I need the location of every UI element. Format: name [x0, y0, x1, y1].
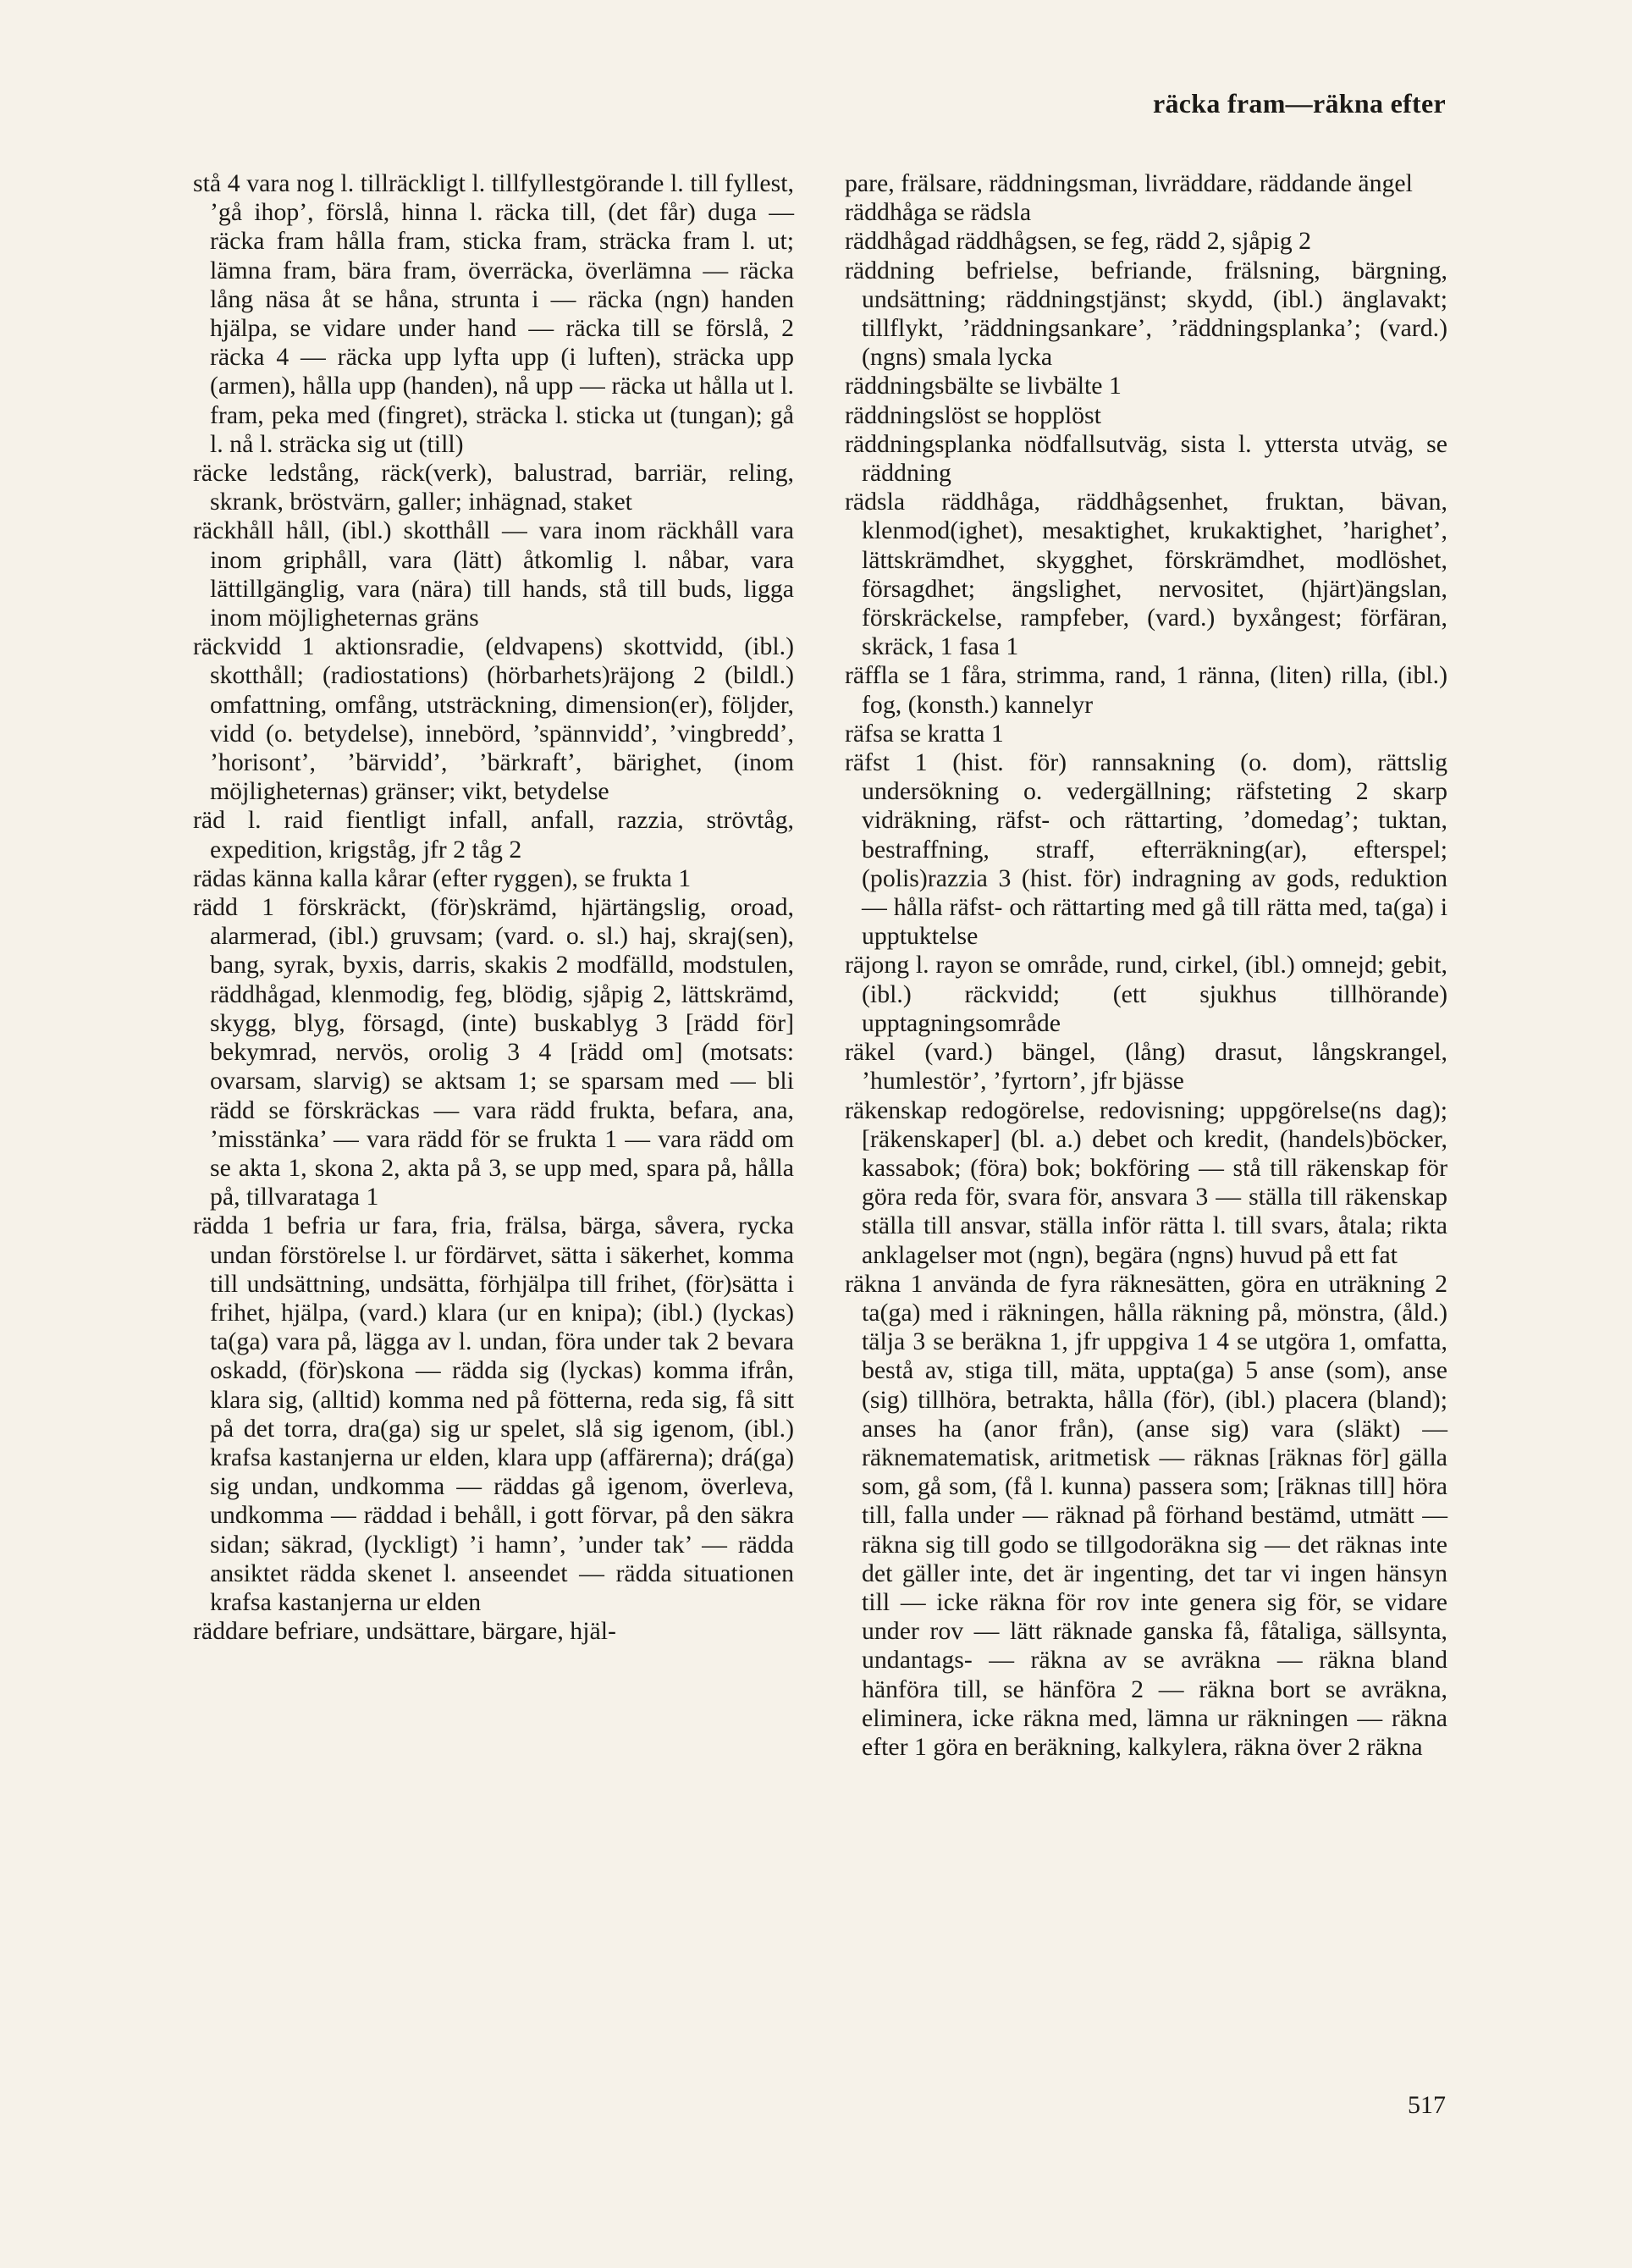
entry: räkna 1 använda de fyra räknesätten, göra en uträkning 2 ta(ga) med i räkningen, hålla räkning på, mönstra, (åld.) tälja 3 se beräkna 1, jfr uppgiva 1 4 se utgöra 1, omfatta, bestå av, stiga till, mäta, uppta(ga) 5 anse (som), anse (sig) tillhöra, betrakta, hålla (för), (ibl.) placera (bland); anses ha (anor från), (anse sig) vara (släkt) — räknematematisk, aritmetisk — räknas [räknas för] gälla som, gå som, (få l. kunna) passera som; [räknas till] höra till, falla under — räknad på förhand bestämd, utmätt — räkna sig till godo se tillgodoräkna sig — det räknas inte det gäller inte, det är ingenting, det tar vi ingen hänsyn till — icke räkna för rov inte genera sig för, se vidare under rov — lätt räknade ganska få, fåtaliga, sällsynta, undantags- — räkna av se avräkna — räkna bland hänföra till, se hänföra 2 — räkna bort se avräkna, eliminera, icke räkna med, lämna ur räkningen — räkna efter 1 göra en beräkning, kalkylera, räkna över 2 räkna: [845, 1269, 1447, 1761]
entry: rädd 1 förskräckt, (för)skrämd, hjärtängslig, oroad, alarmerad, (ibl.) gruvsam; (vard. o. sl.) haj, skraj(sen), bang, syrak, byxis, darris, skakis 2 modfälld, modstulen, räddhågad, klenmodig, feg, blödig, sjåpig 2, lättskrämd, skygg, blyg, försagd, (inte) buskablyg 3 [rädd för] bekymrad, nervös, orolig 3 4 [rädd om] (motsats: ovarsam, slarvig) se aktsam 1; se sparsam med — bli rädd se förskräckas — vara rädd frukta, befara, ana, ’misstänka’ — vara rädd för se frukta 1 — vara rädd om se akta 1, skona 2, akta på 3, se upp med, spara på, hålla på, tillvarataga 1: [193, 893, 794, 1211]
entry: räddning befrielse, befriande, frälsning, bärgning, undsättning; räddningstjänst; skydd, (ibl.) änglavakt; tillflykt, ’räddningsankare’, ’räddningsplanka’; (vard.) (ngns) smala lycka: [845, 256, 1447, 372]
entry: räckvidd 1 aktionsradie, (eldvapens) skottvidd, (ibl.) skotthåll; (radiostations) (hörbarhets)räjong 2 (bildl.) omfattning, omfång, utsträckning, dimension(er), följder, vidd (o. betydelse), innebörd, ’spännvidd’, ’vingbredd’, ’horisont’, ’bärvidd’, ’bärkraft’, bärighet, (inom möjligheternas) gränser; vikt, betydelse: [193, 632, 794, 806]
entry: räkenskap redogörelse, redovisning; uppgörelse(ns dag); [räkenskaper] (bl. a.) debet och kredit, (handels)böcker, kassabok; (föra) bok; bokföring — stå till räkenskap för göra reda för, svara för, ansvara 3 — ställa till räkenskap ställa till ansvar, ställa inför rätta l. till svars, åtala; rikta anklagelser mot (ngn), begära (ngns) huvud på ett fat: [845, 1095, 1447, 1269]
entry: räd l. raid fientligt infall, anfall, razzia, strövtåg, expedition, krigståg, jfr 2 tåg 2: [193, 806, 794, 864]
entry: stå 4 vara nog l. tillräckligt l. tillfyllestgörande l. till fyllest, ’gå ihop’, förslå, hinna l. räcka till, (det får) duga — räcka fram hålla fram, sticka fram, sträcka fram l. ut; lämna fram, bära fram, överräcka, överlämna — räcka lång näsa åt se håna, strunta i — räcka (ngn) handen hjälpa, se vidare under hand — räcka till se förslå, 2 räcka 4 — räcka upp lyfta upp (i luften), sträcka upp (armen), hålla upp (handen), nå upp — räcka ut hålla ut l. fram, peka med (fingret), sträcka l. sticka ut (tungan); gå l. nå l. sträcka sig ut (till): [193, 169, 794, 458]
entry: räddhågad räddhågsen, se feg, rädd 2, sjåpig 2: [845, 227, 1312, 256]
entry: pare, frälsare, räddningsman, livräddare, räddande ängel: [845, 169, 1413, 197]
entry: räfsa se kratta 1: [845, 719, 1004, 748]
left-column: [193, 169, 794, 1646]
entry: rädsla räddhåga, räddhågsenhet, fruktan, bävan, klenmod(ighet), mesaktighet, krukaktighet, ’harighet’, lättskrämdhet, skygghet, förskrämdhet, modlöshet, försagdhet; ängslighet, nervositet, (hjärt)ängslan, förskräckelse, rampfeber, (vard.) byxångest; förfäran, skräck, 1 fasa 1: [845, 488, 1447, 661]
entry: räddhåga se rädsla: [845, 198, 1032, 227]
entry: räddningsbälte se livbälte 1: [845, 372, 1122, 400]
entry: räkel (vard.) bängel, (lång) drasut, långskrangel, ’humlestör’, ’fyrtorn’, jfr bjässe: [845, 1038, 1447, 1095]
right-column: [845, 169, 1447, 1762]
running-header: räcka fram—räkna efter: [1152, 88, 1446, 119]
entry: räfst 1 (hist. för) rannsakning (o. dom), rättslig undersökning o. vedergällning; räfsteting 2 skarp vidräkning, räfst- och rättarting, ’domedag’; tuktan, bestraffning, straff, efterräkning(ar), efterspel; (polis)razzia 3 (hist. för) indragning av gods, reduktion — hålla räfst- och rättarting med gå till rätta med, ta(ga) i upptuktelse: [845, 748, 1447, 951]
entry: räddningsplanka nödfallsutväg, sista l. yttersta utväg, se räddning: [845, 429, 1447, 488]
entry: räddningslöst se hopplöst: [845, 400, 1101, 429]
page-number: 517: [1408, 2091, 1446, 2119]
entry: rädas känna kalla kårar (efter ryggen), se frukta 1: [193, 864, 692, 892]
entry: räcke ledstång, räck(verk), balustrad, barriär, reling, skrank, bröstvärn, galler; inhägnad, staket: [193, 459, 794, 516]
entry: räffla se 1 fåra, strimma, rand, 1 ränna, (liten) rilla, (ibl.) fog, (konsth.) kannelyr: [845, 661, 1447, 719]
entry: räddare befriare, undsättare, bärgare, hjäl-: [193, 1617, 616, 1646]
entry: rädda 1 befria ur fara, fria, frälsa, bärga, såvera, rycka undan förstörelse l. ur fördärvet, sätta i säkerhet, komma till undsättning, undsätta, förhjälpa till frihet, (för)sätta i frihet, hjälpa, (vard.) klara (ur en knipa); (ibl.) (lyckas) ta(ga) vara på, lägga av l. undan, föra under tak 2 bevara oskadd, (för)skona — rädda sig (lyckas) komma ifrån, klara sig, (alltid) komma ned på fötterna, reda sig, få sitt på det torra, dra(ga) sig ur spelet, slå sig igenom, (ibl.) krafsa kastanjerna ur elden, klara upp (affärerna); drá(ga) sig undan, undkomma — räddas gå igenom, överleva, undkomma — räddad i behåll, i gott förvar, på den säkra sidan; säkrad, (lyckligt) ’i hamn’, ’under tak’ — rädda ansiktet rädda skenet l. anseendet — rädda situationen krafsa kastanjerna ur elden: [193, 1211, 794, 1616]
entry: räckhåll håll, (ibl.) skotthåll — vara inom räckhåll vara inom griphåll, vara (lätt) åtkomlig l. nåbar, vara lättillgänglig, vara (nära) till hands, stå till buds, ligga inom möjligheternas gräns: [193, 516, 794, 632]
entry: räjong l. rayon se område, rund, cirkel, (ibl.) omnejd; gebit, (ibl.) räckvidd; (ett sjukhus tillhörande) upptagningsområde: [845, 951, 1447, 1037]
